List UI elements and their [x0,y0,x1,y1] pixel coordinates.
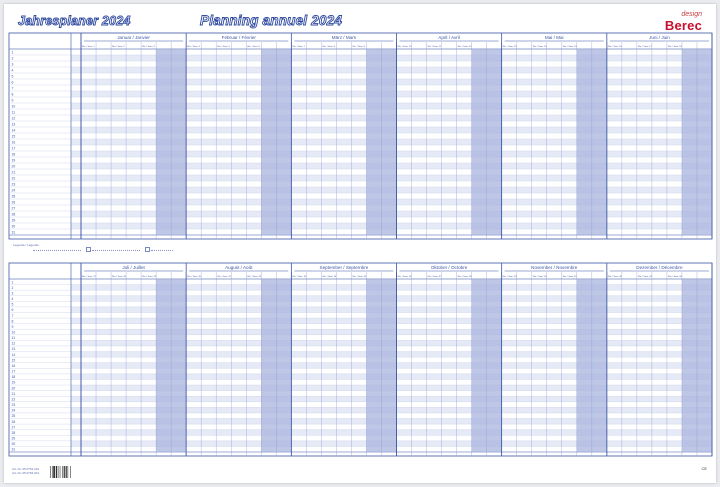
weekend-band [276,279,291,452]
weekend-band [171,279,186,452]
row-number: 12 [11,116,16,121]
row-number: 24 [11,188,16,193]
weekend-band [472,49,487,235]
barcode-bar [66,466,67,478]
weekend-band [577,279,592,452]
row-number: 25 [11,414,16,419]
row-number: 31 [11,230,16,235]
legend-label: Legende / Légende [13,243,39,247]
brand-name: Berec [664,18,702,33]
week-label: Wo. / Sem. 37 [427,276,442,278]
weekend-band [592,49,607,235]
month-label: April / Avril [438,35,460,40]
row-number: 3 [11,62,14,67]
row-number: 10 [11,104,16,109]
row-number: 16 [11,363,16,368]
barcode-bar [64,466,65,478]
row-number: 4 [11,297,14,302]
week-label: Wo. / Sem. 8 [322,46,335,48]
week-label: Wo. / Sem. 35 [352,276,367,278]
barcode-bar [56,466,57,478]
legend-line-2[interactable] [92,250,140,251]
row-number: 26 [11,200,16,205]
week-label: Wo. / Sem. 14 [532,46,547,48]
row-number: 1 [11,280,14,285]
row-number: 4 [11,68,14,73]
row-number: 17 [11,369,16,374]
row-number: 24 [11,408,16,413]
row-number: 23 [11,182,16,187]
row-number: 20 [11,164,16,169]
week-label: Wo. / Sem. 30 [187,276,201,278]
barcode-bar [52,466,53,478]
week-label: Wo. / Sem. 40 [532,276,547,278]
week-label: Wo. / Sem. 12 [457,46,472,48]
row-number: 19 [11,380,16,385]
weekend-band [487,49,502,235]
row-number: 14 [11,128,16,133]
legend [13,244,173,256]
week-label: Wo. / Sem. 27 [82,276,96,278]
week-label: Wo. / Sem. 18 [667,46,682,48]
month-label: Dezember / Décembre [636,265,683,270]
weekend-band [472,279,487,452]
row-number: 8 [11,92,14,97]
title-french: Planning annuel 2024 [200,13,343,28]
row-number: 16 [11,140,16,145]
month-label: September / Septembre [319,265,369,270]
year-planner-sheet [4,4,716,483]
barcode-bar [60,466,61,478]
row-number: 7 [11,86,14,91]
weekend-band [682,279,697,452]
week-label: Wo. / Sem. 17 [637,46,652,48]
weekend-band [487,279,502,452]
week-label: Wo. / Sem. 11 [427,46,442,48]
week-label: Wo. / Sem. 44 [667,276,682,278]
row-number: 2 [11,285,14,290]
row-number: 14 [11,352,16,357]
row-number: 30 [11,442,16,447]
row-number: 28 [11,430,16,435]
week-label: Wo. / Sem. 2 [112,46,125,48]
row-number: 8 [11,319,14,324]
row-number: 12 [11,341,16,346]
weekend-band [682,49,697,235]
row-number: 7 [11,313,14,318]
article-code-2: Art.-Nr. 05 0763 201 [12,471,40,475]
week-label: Wo. / Sem. 3 [142,46,155,48]
barcode-image [50,466,80,478]
weekend-band [156,49,171,235]
week-label: Wo. / Sem. 29 [142,276,156,278]
row-number: 9 [11,98,14,103]
week-label: Wo. / Sem. 5 [217,46,230,48]
weekend-band [697,279,712,452]
row-number: 23 [11,403,16,408]
week-label: Wo. / Sem. 41 [562,276,577,278]
week-label: Wo. / Sem. 42 [607,276,622,278]
row-number: 29 [11,436,16,441]
week-label: Wo. / Sem. 13 [502,46,517,48]
row-number: 3 [11,291,14,296]
row-number: 30 [11,224,16,229]
row-number: 5 [11,74,14,79]
weekend-band [171,49,186,235]
weekend-band [381,279,396,452]
barcode-bar [50,466,51,478]
week-label: Wo. / Sem. 9 [352,46,366,48]
row-number: 17 [11,146,16,151]
weekend-band [366,279,381,452]
week-label: Wo. / Sem. 34 [322,276,337,278]
article-code-1: Art.-Nr. 05 0763 210 [12,467,40,471]
row-number: 25 [11,194,16,199]
row-number: 27 [11,425,16,430]
week-label: Wo. / Sem. 6 [247,46,260,48]
row-number: 10 [11,330,16,335]
weekend-band [577,49,592,235]
week-label: Wo. / Sem. 4 [187,46,200,48]
month-label: Januar / Janvier [117,35,150,40]
row-number: 21 [11,170,16,175]
row-number: 2 [11,56,14,61]
week-label: Wo. / Sem. 33 [292,276,307,278]
month-label: Oktober / Octobre [430,265,468,270]
weekend-band [592,279,607,452]
month-label: Mai / Mai [544,35,564,40]
week-label: Wo. / Sem. 1 [82,46,95,48]
barcode-bar [70,466,71,478]
row-number: 13 [11,122,16,127]
barcode-bar [53,466,55,478]
barcode-bar [58,466,59,478]
month-label: März / Mars [331,35,357,40]
weekend-band [276,49,291,235]
week-label: Wo. / Sem. 43 [637,276,652,278]
row-number: 18 [11,152,16,157]
month-label: Juli / Juillet [122,265,145,270]
barcode-bar [68,466,69,478]
half-calendar-1 [9,33,712,239]
row-number: 9 [11,324,14,329]
legend-swatch-3 [145,247,150,252]
row-number: 28 [11,212,16,217]
weekend-band [366,49,381,235]
row-number: 13 [11,347,16,352]
month-label: Februar / Février [221,35,256,40]
week-label: Wo. / Sem. 36 [397,276,412,278]
row-number: 19 [11,158,16,163]
month-label: August / Août [225,265,253,270]
row-number: 20 [11,386,16,391]
legend-line-1[interactable] [33,250,81,251]
article-codes [12,467,39,475]
row-number: 15 [11,134,16,139]
row-number: 29 [11,218,16,223]
week-label: Wo. / Sem. 16 [607,46,622,48]
weekend-band [381,49,396,235]
week-label: Wo. / Sem. 32 [247,276,262,278]
week-label: Wo. / Sem. 7 [292,46,305,48]
weekend-band [261,279,276,452]
week-label: Wo. / Sem. 15 [562,46,577,48]
row-number: 18 [11,375,16,380]
half-calendar-2 [9,263,712,456]
legend-swatch-2 [86,247,91,252]
week-label: Wo. / Sem. 31 [217,276,232,278]
row-number: 6 [11,80,14,85]
week-label: Wo. / Sem. 39 [502,276,517,278]
week-label: Wo. / Sem. 28 [112,276,126,278]
weekend-band [156,279,171,452]
row-number: 11 [11,110,16,115]
row-number: 27 [11,206,16,211]
row-number: 22 [11,397,16,402]
row-number: 6 [11,308,14,313]
row-number: 22 [11,176,16,181]
title-german: Jahresplaner 2024 [18,14,131,28]
weekend-band [697,49,712,235]
ce-mark: CE [701,466,707,471]
row-number: 26 [11,419,16,424]
barcode-bar [62,466,63,478]
row-number: 15 [11,358,16,363]
week-label: Wo. / Sem. 10 [397,46,412,48]
month-label: Juni / Juin [649,35,670,40]
row-number: 1 [11,50,14,55]
row-number: 21 [11,391,16,396]
row-number: 11 [11,336,16,341]
legend-line-3[interactable] [151,250,173,251]
row-number: 5 [11,302,14,307]
month-label: November / Novembre [531,265,578,270]
week-label: Wo. / Sem. 38 [457,276,472,278]
brand-small-text: design [681,11,702,18]
row-number: 31 [11,447,16,452]
weekend-band [261,49,276,235]
